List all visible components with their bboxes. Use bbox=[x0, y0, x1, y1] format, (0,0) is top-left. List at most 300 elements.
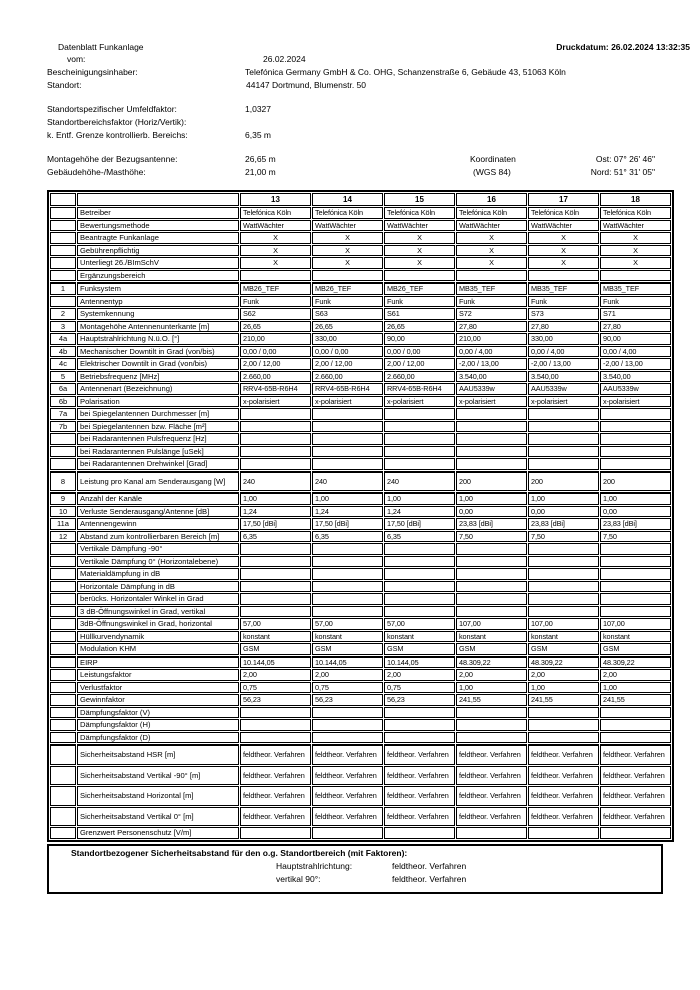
value-cell: 17,50 [dBi] bbox=[312, 518, 383, 530]
value-cell: 0,00 / 4,00 bbox=[528, 346, 599, 358]
row-number-cell bbox=[50, 446, 76, 458]
value-cell bbox=[240, 732, 311, 744]
row-number-cell bbox=[50, 581, 76, 593]
row-number-cell: 10 bbox=[50, 506, 76, 518]
value-cell bbox=[240, 827, 311, 839]
row-label-cell: Polarisation bbox=[77, 396, 239, 408]
row-label-cell: Vertikale Dämpfung 0° (Horizontalebene) bbox=[77, 556, 239, 568]
value-cell: AAU5339w bbox=[456, 383, 527, 395]
value-cell bbox=[456, 556, 527, 568]
value-cell bbox=[456, 270, 527, 282]
row-number-cell: 4a bbox=[50, 333, 76, 345]
table-row bbox=[50, 631, 671, 643]
value-cell: 1,24 bbox=[312, 506, 383, 518]
value-cell bbox=[240, 446, 311, 458]
value-cell bbox=[312, 827, 383, 839]
row-number-cell bbox=[50, 207, 76, 219]
table-row bbox=[50, 458, 671, 470]
value-cell: GSM bbox=[456, 643, 527, 655]
value-cell bbox=[312, 606, 383, 618]
table-row bbox=[50, 707, 671, 719]
table-row bbox=[50, 333, 671, 345]
value-cell: 0,00 / 4,00 bbox=[456, 346, 527, 358]
row-label-cell: Sicherheitsabstand Vertikal -90° [m] bbox=[77, 766, 239, 786]
value-cell: WattWächter bbox=[312, 220, 383, 232]
row-label-cell: Betreiber bbox=[77, 207, 239, 219]
value-cell: 23,83 [dBi] bbox=[456, 518, 527, 530]
value-cell: 1,00 bbox=[600, 492, 671, 505]
value-cell: Telefónica Köln bbox=[456, 207, 527, 219]
value-cell: 2.660,00 bbox=[384, 371, 455, 383]
value-cell: x-polarisiert bbox=[240, 396, 311, 408]
site-value: 44147 Dortmund, Blumenstr. 50 bbox=[246, 80, 367, 90]
value-cell: GSM bbox=[312, 643, 383, 655]
value-cell bbox=[312, 408, 383, 420]
value-cell: X bbox=[456, 245, 527, 257]
main-beam-value: feldtheor. Verfahren bbox=[392, 861, 467, 871]
table-body bbox=[50, 207, 671, 839]
table-row bbox=[50, 421, 671, 433]
value-cell: 26,65 bbox=[240, 321, 311, 333]
coordinates-system: (WGS 84) bbox=[473, 167, 511, 177]
value-cell: x-polarisiert bbox=[528, 396, 599, 408]
site-label: Standort: bbox=[47, 80, 82, 90]
table-row bbox=[50, 245, 671, 257]
value-cell bbox=[312, 421, 383, 433]
row-number-cell bbox=[50, 296, 76, 308]
value-cell bbox=[528, 606, 599, 618]
value-cell: 56,23 bbox=[240, 694, 311, 706]
value-cell: Funk bbox=[456, 296, 527, 308]
value-cell: GSM bbox=[240, 643, 311, 655]
table-row bbox=[50, 682, 671, 694]
table-row bbox=[50, 296, 671, 308]
row-number-cell: 6b bbox=[50, 396, 76, 408]
table-row bbox=[50, 518, 671, 530]
value-cell bbox=[384, 270, 455, 282]
value-cell bbox=[528, 421, 599, 433]
value-cell bbox=[456, 581, 527, 593]
vom-date: 26.02.2024 bbox=[263, 54, 306, 64]
row-label-cell: Dämpfungsfaktor (D) bbox=[77, 732, 239, 744]
value-cell: 3.540,00 bbox=[528, 371, 599, 383]
row-number-cell bbox=[50, 618, 76, 630]
value-cell bbox=[528, 556, 599, 568]
table-row bbox=[50, 321, 671, 333]
value-cell: 0,00 bbox=[600, 506, 671, 518]
value-cell: 200 bbox=[600, 471, 671, 492]
environment-factor-label: Standortspezifischer Umfeldfaktor: bbox=[47, 104, 177, 114]
row-number-cell bbox=[50, 719, 76, 731]
table-row bbox=[50, 786, 671, 806]
value-cell: feldtheor. Verfahren bbox=[384, 786, 455, 806]
value-cell bbox=[528, 719, 599, 731]
row-number-cell bbox=[50, 732, 76, 744]
value-cell bbox=[240, 270, 311, 282]
value-cell bbox=[528, 568, 599, 580]
value-cell bbox=[240, 458, 311, 470]
value-cell: feldtheor. Verfahren bbox=[312, 786, 383, 806]
print-date: Druckdatum: 26.02.2024 13:32:35 bbox=[556, 42, 690, 52]
value-cell: 241,55 bbox=[600, 694, 671, 706]
value-cell: 6,35 bbox=[312, 531, 383, 543]
value-cell bbox=[312, 568, 383, 580]
value-cell: 6,35 bbox=[240, 531, 311, 543]
value-cell: 57,00 bbox=[240, 618, 311, 630]
table-row bbox=[50, 358, 671, 370]
row-number-cell bbox=[50, 220, 76, 232]
row-number-cell bbox=[50, 694, 76, 706]
table-row bbox=[50, 719, 671, 731]
value-cell: -2,00 / 13,00 bbox=[528, 358, 599, 370]
coordinates-north: Nord: 51° 31' 05" bbox=[590, 167, 655, 177]
table-row bbox=[50, 556, 671, 568]
table-row bbox=[50, 433, 671, 445]
value-cell bbox=[528, 543, 599, 555]
table-row bbox=[50, 396, 671, 408]
value-cell: X bbox=[384, 232, 455, 244]
row-label-cell: Sicherheitsabstand HSR [m] bbox=[77, 744, 239, 765]
value-cell bbox=[312, 556, 383, 568]
value-cell: RRV4-65B-R6H4 bbox=[312, 383, 383, 395]
value-cell: 48.309,22 bbox=[600, 656, 671, 669]
value-cell: 2,00 bbox=[600, 669, 671, 681]
value-cell: 90,00 bbox=[600, 333, 671, 345]
value-cell: X bbox=[528, 232, 599, 244]
value-cell bbox=[384, 606, 455, 618]
value-cell: feldtheor. Verfahren bbox=[528, 807, 599, 827]
value-cell: GSM bbox=[384, 643, 455, 655]
value-cell: 1,00 bbox=[312, 492, 383, 505]
value-cell bbox=[600, 606, 671, 618]
table-row bbox=[50, 643, 671, 655]
row-number-cell bbox=[50, 643, 76, 655]
row-label-cell: Unterliegt 26./BImSchV bbox=[77, 257, 239, 269]
value-cell: X bbox=[312, 257, 383, 269]
value-cell: x-polarisiert bbox=[312, 396, 383, 408]
value-cell bbox=[384, 446, 455, 458]
building-height-label: Gebäudehöhe-/Masthöhe: bbox=[47, 167, 146, 177]
column-header: 13 bbox=[240, 193, 311, 206]
value-cell: X bbox=[528, 245, 599, 257]
value-cell: feldtheor. Verfahren bbox=[240, 786, 311, 806]
row-number-cell bbox=[50, 786, 76, 806]
value-cell: 0,00 bbox=[456, 506, 527, 518]
value-cell: MB26_TEF bbox=[384, 282, 455, 295]
value-cell bbox=[600, 707, 671, 719]
row-label-cell: Verlustfaktor bbox=[77, 682, 239, 694]
row-number-cell bbox=[50, 682, 76, 694]
value-cell: 2,00 / 12,00 bbox=[312, 358, 383, 370]
row-number-cell: 4c bbox=[50, 358, 76, 370]
row-label-cell: Hauptstrahlrichtung N.ü.O. [°] bbox=[77, 333, 239, 345]
value-cell: X bbox=[240, 257, 311, 269]
row-label-cell: Vertikale Dämpfung -90° bbox=[77, 543, 239, 555]
value-cell bbox=[312, 270, 383, 282]
table-row bbox=[50, 694, 671, 706]
value-cell: 2,00 bbox=[312, 669, 383, 681]
value-cell bbox=[600, 581, 671, 593]
value-cell: Telefónica Köln bbox=[600, 207, 671, 219]
value-cell: 7,50 bbox=[600, 531, 671, 543]
value-cell: 1,00 bbox=[600, 682, 671, 694]
table-row bbox=[50, 257, 671, 269]
table-row bbox=[50, 308, 671, 320]
row-label-cell: Beantragte Funkanlage bbox=[77, 232, 239, 244]
row-label-cell: Antennentyp bbox=[77, 296, 239, 308]
row-number-cell bbox=[50, 257, 76, 269]
value-cell: feldtheor. Verfahren bbox=[456, 744, 527, 765]
value-cell bbox=[240, 581, 311, 593]
value-cell bbox=[456, 593, 527, 605]
row-label-cell: Abstand zum kontrollierbaren Bereich [m] bbox=[77, 531, 239, 543]
row-number-cell: 8 bbox=[50, 471, 76, 492]
value-cell: 2.660,00 bbox=[312, 371, 383, 383]
row-label-cell: Antennenart (Bezeichnung) bbox=[77, 383, 239, 395]
row-number-cell: 5 bbox=[50, 371, 76, 383]
row-number-cell bbox=[50, 606, 76, 618]
row-label-cell: Systemkennung bbox=[77, 308, 239, 320]
value-cell: konstant bbox=[528, 631, 599, 643]
value-cell: 17,50 [dBi] bbox=[240, 518, 311, 530]
row-number-cell bbox=[50, 543, 76, 555]
row-label-cell: Elektrischer Downtilt in Grad (von/bis) bbox=[77, 358, 239, 370]
row-number-cell: 2 bbox=[50, 308, 76, 320]
row-label-cell: Hüllkurvendynamik bbox=[77, 631, 239, 643]
row-label-cell: Mechanischer Downtilt in Grad (von/bis) bbox=[77, 346, 239, 358]
row-label-cell: 3dB-Öffnungswinkel in Grad, horizontal bbox=[77, 618, 239, 630]
value-cell: X bbox=[312, 245, 383, 257]
value-cell: Telefónica Köln bbox=[312, 207, 383, 219]
table-row bbox=[50, 581, 671, 593]
certificate-holder-label: Bescheinigungsinhaber: bbox=[47, 67, 138, 77]
value-cell bbox=[456, 421, 527, 433]
value-cell: Funk bbox=[528, 296, 599, 308]
value-cell bbox=[600, 433, 671, 445]
value-cell bbox=[600, 270, 671, 282]
value-cell bbox=[240, 433, 311, 445]
value-cell: 330,00 bbox=[528, 333, 599, 345]
value-cell: X bbox=[456, 257, 527, 269]
value-cell bbox=[240, 593, 311, 605]
value-cell bbox=[384, 707, 455, 719]
value-cell bbox=[600, 458, 671, 470]
value-cell bbox=[456, 446, 527, 458]
value-cell: 56,23 bbox=[384, 694, 455, 706]
row-label-cell: Funksystem bbox=[77, 282, 239, 295]
row-number-cell bbox=[50, 568, 76, 580]
row-label-cell: Leistung pro Kanal am Senderausgang [W] bbox=[77, 471, 239, 492]
row-number-cell bbox=[50, 631, 76, 643]
row-number-cell: 6a bbox=[50, 383, 76, 395]
table-row bbox=[50, 270, 671, 282]
value-cell bbox=[384, 556, 455, 568]
value-cell bbox=[456, 707, 527, 719]
value-cell bbox=[384, 732, 455, 744]
value-cell: 210,00 bbox=[240, 333, 311, 345]
row-label-cell: Dämpfungsfaktor (H) bbox=[77, 719, 239, 731]
value-cell: S72 bbox=[456, 308, 527, 320]
value-cell: 2,00 / 12,00 bbox=[384, 358, 455, 370]
value-cell bbox=[528, 827, 599, 839]
value-cell bbox=[240, 408, 311, 420]
value-cell: 27,80 bbox=[456, 321, 527, 333]
value-cell: WattWächter bbox=[456, 220, 527, 232]
value-cell bbox=[528, 458, 599, 470]
value-cell: feldtheor. Verfahren bbox=[456, 786, 527, 806]
row-label-cell: Betriebsfrequenz [MHz] bbox=[77, 371, 239, 383]
footer-box-title: Standortbezogener Sicherheitsabstand für den o.g. Standortbereich (mit Faktoren): bbox=[71, 848, 408, 858]
value-cell bbox=[456, 543, 527, 555]
corner-cell-label bbox=[77, 193, 239, 206]
value-cell: 1,00 bbox=[528, 492, 599, 505]
value-cell bbox=[600, 732, 671, 744]
value-cell bbox=[456, 458, 527, 470]
value-cell bbox=[456, 408, 527, 420]
value-cell bbox=[240, 543, 311, 555]
row-number-cell: 4b bbox=[50, 346, 76, 358]
row-number-cell bbox=[50, 433, 76, 445]
table-row bbox=[50, 471, 671, 492]
value-cell bbox=[456, 568, 527, 580]
value-cell: 7,50 bbox=[528, 531, 599, 543]
column-header: 15 bbox=[384, 193, 455, 206]
value-cell: feldtheor. Verfahren bbox=[456, 766, 527, 786]
value-cell: WattWächter bbox=[528, 220, 599, 232]
value-cell: Funk bbox=[312, 296, 383, 308]
value-cell bbox=[600, 543, 671, 555]
value-cell: 240 bbox=[312, 471, 383, 492]
value-cell bbox=[528, 707, 599, 719]
table-row bbox=[50, 531, 671, 543]
value-cell: 0,75 bbox=[240, 682, 311, 694]
value-cell: X bbox=[312, 232, 383, 244]
area-factor-label: Standortbereichsfaktor (Horiz/Vertik): bbox=[47, 117, 187, 127]
row-number-cell: 1 bbox=[50, 282, 76, 295]
table-row bbox=[50, 744, 671, 765]
value-cell bbox=[312, 732, 383, 744]
table-row bbox=[50, 618, 671, 630]
value-cell: 57,00 bbox=[312, 618, 383, 630]
row-number-cell bbox=[50, 707, 76, 719]
page-title: Datenblatt Funkanlage bbox=[58, 42, 144, 52]
row-label-cell: Materialdämpfung in dB bbox=[77, 568, 239, 580]
table-row bbox=[50, 807, 671, 827]
row-label-cell: bei Radarantennen Pulslänge [uSek] bbox=[77, 446, 239, 458]
value-cell: X bbox=[600, 257, 671, 269]
value-cell: Funk bbox=[240, 296, 311, 308]
row-label-cell: Grenzwert Personenschutz [V/m] bbox=[77, 827, 239, 839]
value-cell bbox=[600, 446, 671, 458]
value-cell: RRV4-65B-R6H4 bbox=[384, 383, 455, 395]
coordinates-label: Koordinaten bbox=[470, 154, 516, 164]
value-cell bbox=[312, 707, 383, 719]
table-row bbox=[50, 669, 671, 681]
value-cell bbox=[384, 421, 455, 433]
row-label-cell: Gebührenpflichtig bbox=[77, 245, 239, 257]
value-cell: WattWächter bbox=[240, 220, 311, 232]
value-cell: WattWächter bbox=[384, 220, 455, 232]
row-number-cell bbox=[50, 827, 76, 839]
value-cell: feldtheor. Verfahren bbox=[312, 744, 383, 765]
value-cell: 27,80 bbox=[600, 321, 671, 333]
value-cell bbox=[240, 606, 311, 618]
row-label-cell: Leistungsfaktor bbox=[77, 669, 239, 681]
value-cell: 57,00 bbox=[384, 618, 455, 630]
value-cell: S62 bbox=[240, 308, 311, 320]
row-label-cell: bei Radarantennen Pulsfrequenz [Hz] bbox=[77, 433, 239, 445]
value-cell bbox=[384, 433, 455, 445]
corner-cell-num bbox=[50, 193, 76, 206]
value-cell bbox=[312, 543, 383, 555]
row-number-cell: 11a bbox=[50, 518, 76, 530]
value-cell bbox=[528, 732, 599, 744]
value-cell bbox=[600, 719, 671, 731]
mount-height-label: Montagehöhe der Bezugsantenne: bbox=[47, 154, 178, 164]
value-cell bbox=[384, 543, 455, 555]
value-cell bbox=[312, 458, 383, 470]
value-cell: feldtheor. Verfahren bbox=[600, 744, 671, 765]
value-cell: AAU5339w bbox=[528, 383, 599, 395]
value-cell: 27,80 bbox=[528, 321, 599, 333]
value-cell: X bbox=[600, 232, 671, 244]
value-cell: Funk bbox=[600, 296, 671, 308]
column-header: 17 bbox=[528, 193, 599, 206]
value-cell: 200 bbox=[456, 471, 527, 492]
row-label-cell: Sicherheitsabstand Vertikal 0° [m] bbox=[77, 807, 239, 827]
value-cell: WattWächter bbox=[600, 220, 671, 232]
value-cell: feldtheor. Verfahren bbox=[312, 766, 383, 786]
value-cell: feldtheor. Verfahren bbox=[600, 766, 671, 786]
row-number-cell bbox=[50, 232, 76, 244]
row-number-cell bbox=[50, 807, 76, 827]
value-cell: 10.144,05 bbox=[384, 656, 455, 669]
value-cell: feldtheor. Verfahren bbox=[240, 766, 311, 786]
row-label-cell: berücks. Horizontaler Winkel in Grad bbox=[77, 593, 239, 605]
table-row bbox=[50, 656, 671, 669]
value-cell bbox=[384, 458, 455, 470]
environment-factor-value: 1,0327 bbox=[245, 104, 271, 114]
table-row bbox=[50, 492, 671, 505]
building-height-value: 21,00 m bbox=[245, 167, 276, 177]
row-label-cell: Dämpfungsfaktor (V) bbox=[77, 707, 239, 719]
value-cell: x-polarisiert bbox=[456, 396, 527, 408]
value-cell: 0,00 bbox=[528, 506, 599, 518]
row-number-cell: 3 bbox=[50, 321, 76, 333]
value-cell bbox=[312, 593, 383, 605]
value-cell bbox=[600, 421, 671, 433]
value-cell: 1,24 bbox=[240, 506, 311, 518]
value-cell: Telefónica Köln bbox=[528, 207, 599, 219]
value-cell: S71 bbox=[600, 308, 671, 320]
value-cell: AAU5339w bbox=[600, 383, 671, 395]
column-header: 16 bbox=[456, 193, 527, 206]
controlled-area-distance-label: k. Entf. Grenze kontrollierb. Bereichs: bbox=[47, 130, 188, 140]
table-row bbox=[50, 732, 671, 744]
value-cell: 2,00 / 12,00 bbox=[240, 358, 311, 370]
value-cell: 10.144,05 bbox=[312, 656, 383, 669]
row-number-cell: 7a bbox=[50, 408, 76, 420]
certificate-holder-value: Telefónica Germany GmbH & Co. OHG, Schanzenstraße 6, Gebäude 43, 51063 Köln bbox=[245, 67, 566, 77]
value-cell: feldtheor. Verfahren bbox=[456, 807, 527, 827]
value-cell: 23,83 [dBi] bbox=[600, 518, 671, 530]
row-label-cell: Bewertungsmethode bbox=[77, 220, 239, 232]
table-row bbox=[50, 593, 671, 605]
value-cell: RRV4-65B-R6H4 bbox=[240, 383, 311, 395]
main-beam-label: Hauptstrahlrichtung: bbox=[276, 861, 353, 871]
row-label-cell: Ergänzungsbereich bbox=[77, 270, 239, 282]
value-cell: 1,00 bbox=[240, 492, 311, 505]
